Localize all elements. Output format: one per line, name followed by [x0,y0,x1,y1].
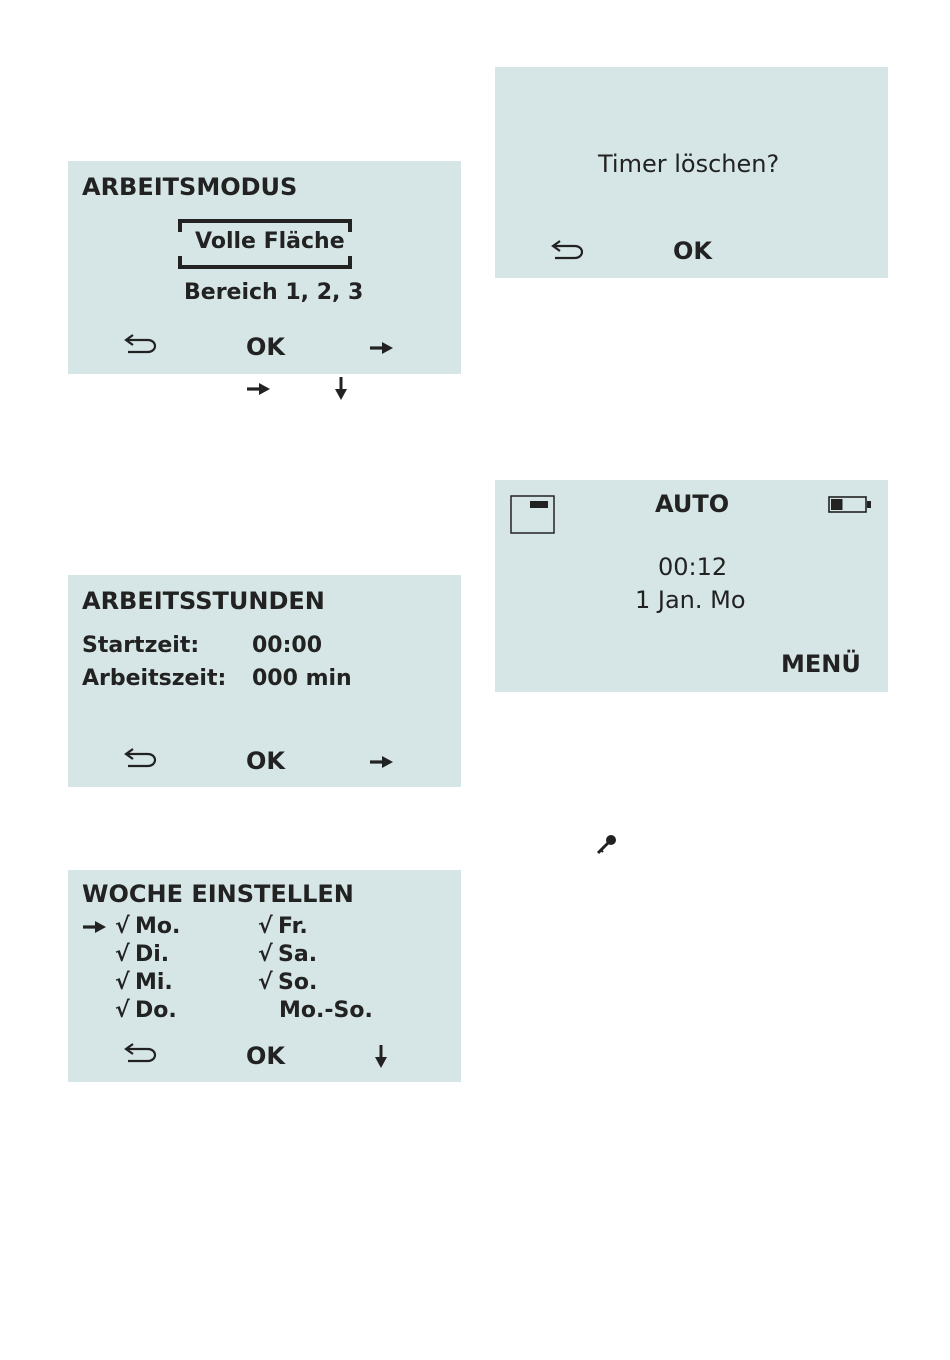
check-icon: √ [258,970,273,995]
clock-time: 00:12 [658,553,728,581]
day-item-so[interactable]: √ So. [258,970,318,995]
battery-icon [828,495,872,515]
mode-label: AUTO [655,490,730,518]
arrow-right-icon[interactable] [369,754,395,770]
back-icon[interactable] [549,240,587,262]
option-bereich[interactable]: Bereich 1, 2, 3 [184,280,364,305]
menu-button[interactable]: MENÜ [781,650,861,678]
start-time-value[interactable]: 00:00 [252,633,323,658]
arrow-right-icon [246,381,272,397]
panel-title: WOCHE EINSTELLEN [82,880,354,908]
day-item-all[interactable]: Mo.-So. [279,998,373,1023]
auto-status-screen [495,480,888,692]
ok-button[interactable]: OK [673,237,712,265]
work-time-label: Arbeitszeit: [82,666,227,691]
woche-einstellen-panel [68,870,461,1082]
clock-date: 1 Jan. Mo [635,586,746,614]
panel-title: ARBEITSSTUNDEN [82,587,325,615]
arrow-down-icon[interactable] [374,1044,388,1070]
work-time-value[interactable]: 000 min [252,666,352,691]
ok-button[interactable]: OK [246,1042,285,1070]
check-icon: √ [115,914,130,939]
check-icon: √ [115,998,130,1023]
check-icon: √ [258,942,273,967]
back-icon[interactable] [122,748,160,770]
arrow-right-icon [82,919,108,935]
panel-title: ARBEITSMODUS [82,173,298,201]
arrow-right-icon[interactable] [369,340,395,356]
day-item-mo[interactable]: √ Mo. [115,914,181,939]
window-icon [510,495,556,535]
timer-delete-dialog [495,67,888,278]
ok-button[interactable]: OK [246,333,285,361]
day-item-do[interactable]: √ Do. [115,998,177,1023]
ok-button[interactable]: OK [246,747,285,775]
check-icon: √ [115,942,130,967]
back-icon[interactable] [122,334,160,356]
arrow-down-icon [334,376,348,402]
key-icon [595,833,619,857]
start-time-label: Startzeit: [82,633,200,658]
day-item-fr[interactable]: √ Fr. [258,914,308,939]
day-item-di[interactable]: √ Di. [115,942,170,967]
day-item-mi[interactable]: √ Mi. [115,970,173,995]
check-icon: √ [115,970,130,995]
day-item-sa[interactable]: √ Sa. [258,942,318,967]
arbeitsmodus-panel [68,161,461,374]
back-icon[interactable] [122,1043,160,1065]
check-icon: √ [258,914,273,939]
dialog-question: Timer löschen? [598,150,780,178]
arbeitsstunden-panel [68,575,461,787]
option-volle-flaeche[interactable]: Volle Fläche [195,229,345,254]
